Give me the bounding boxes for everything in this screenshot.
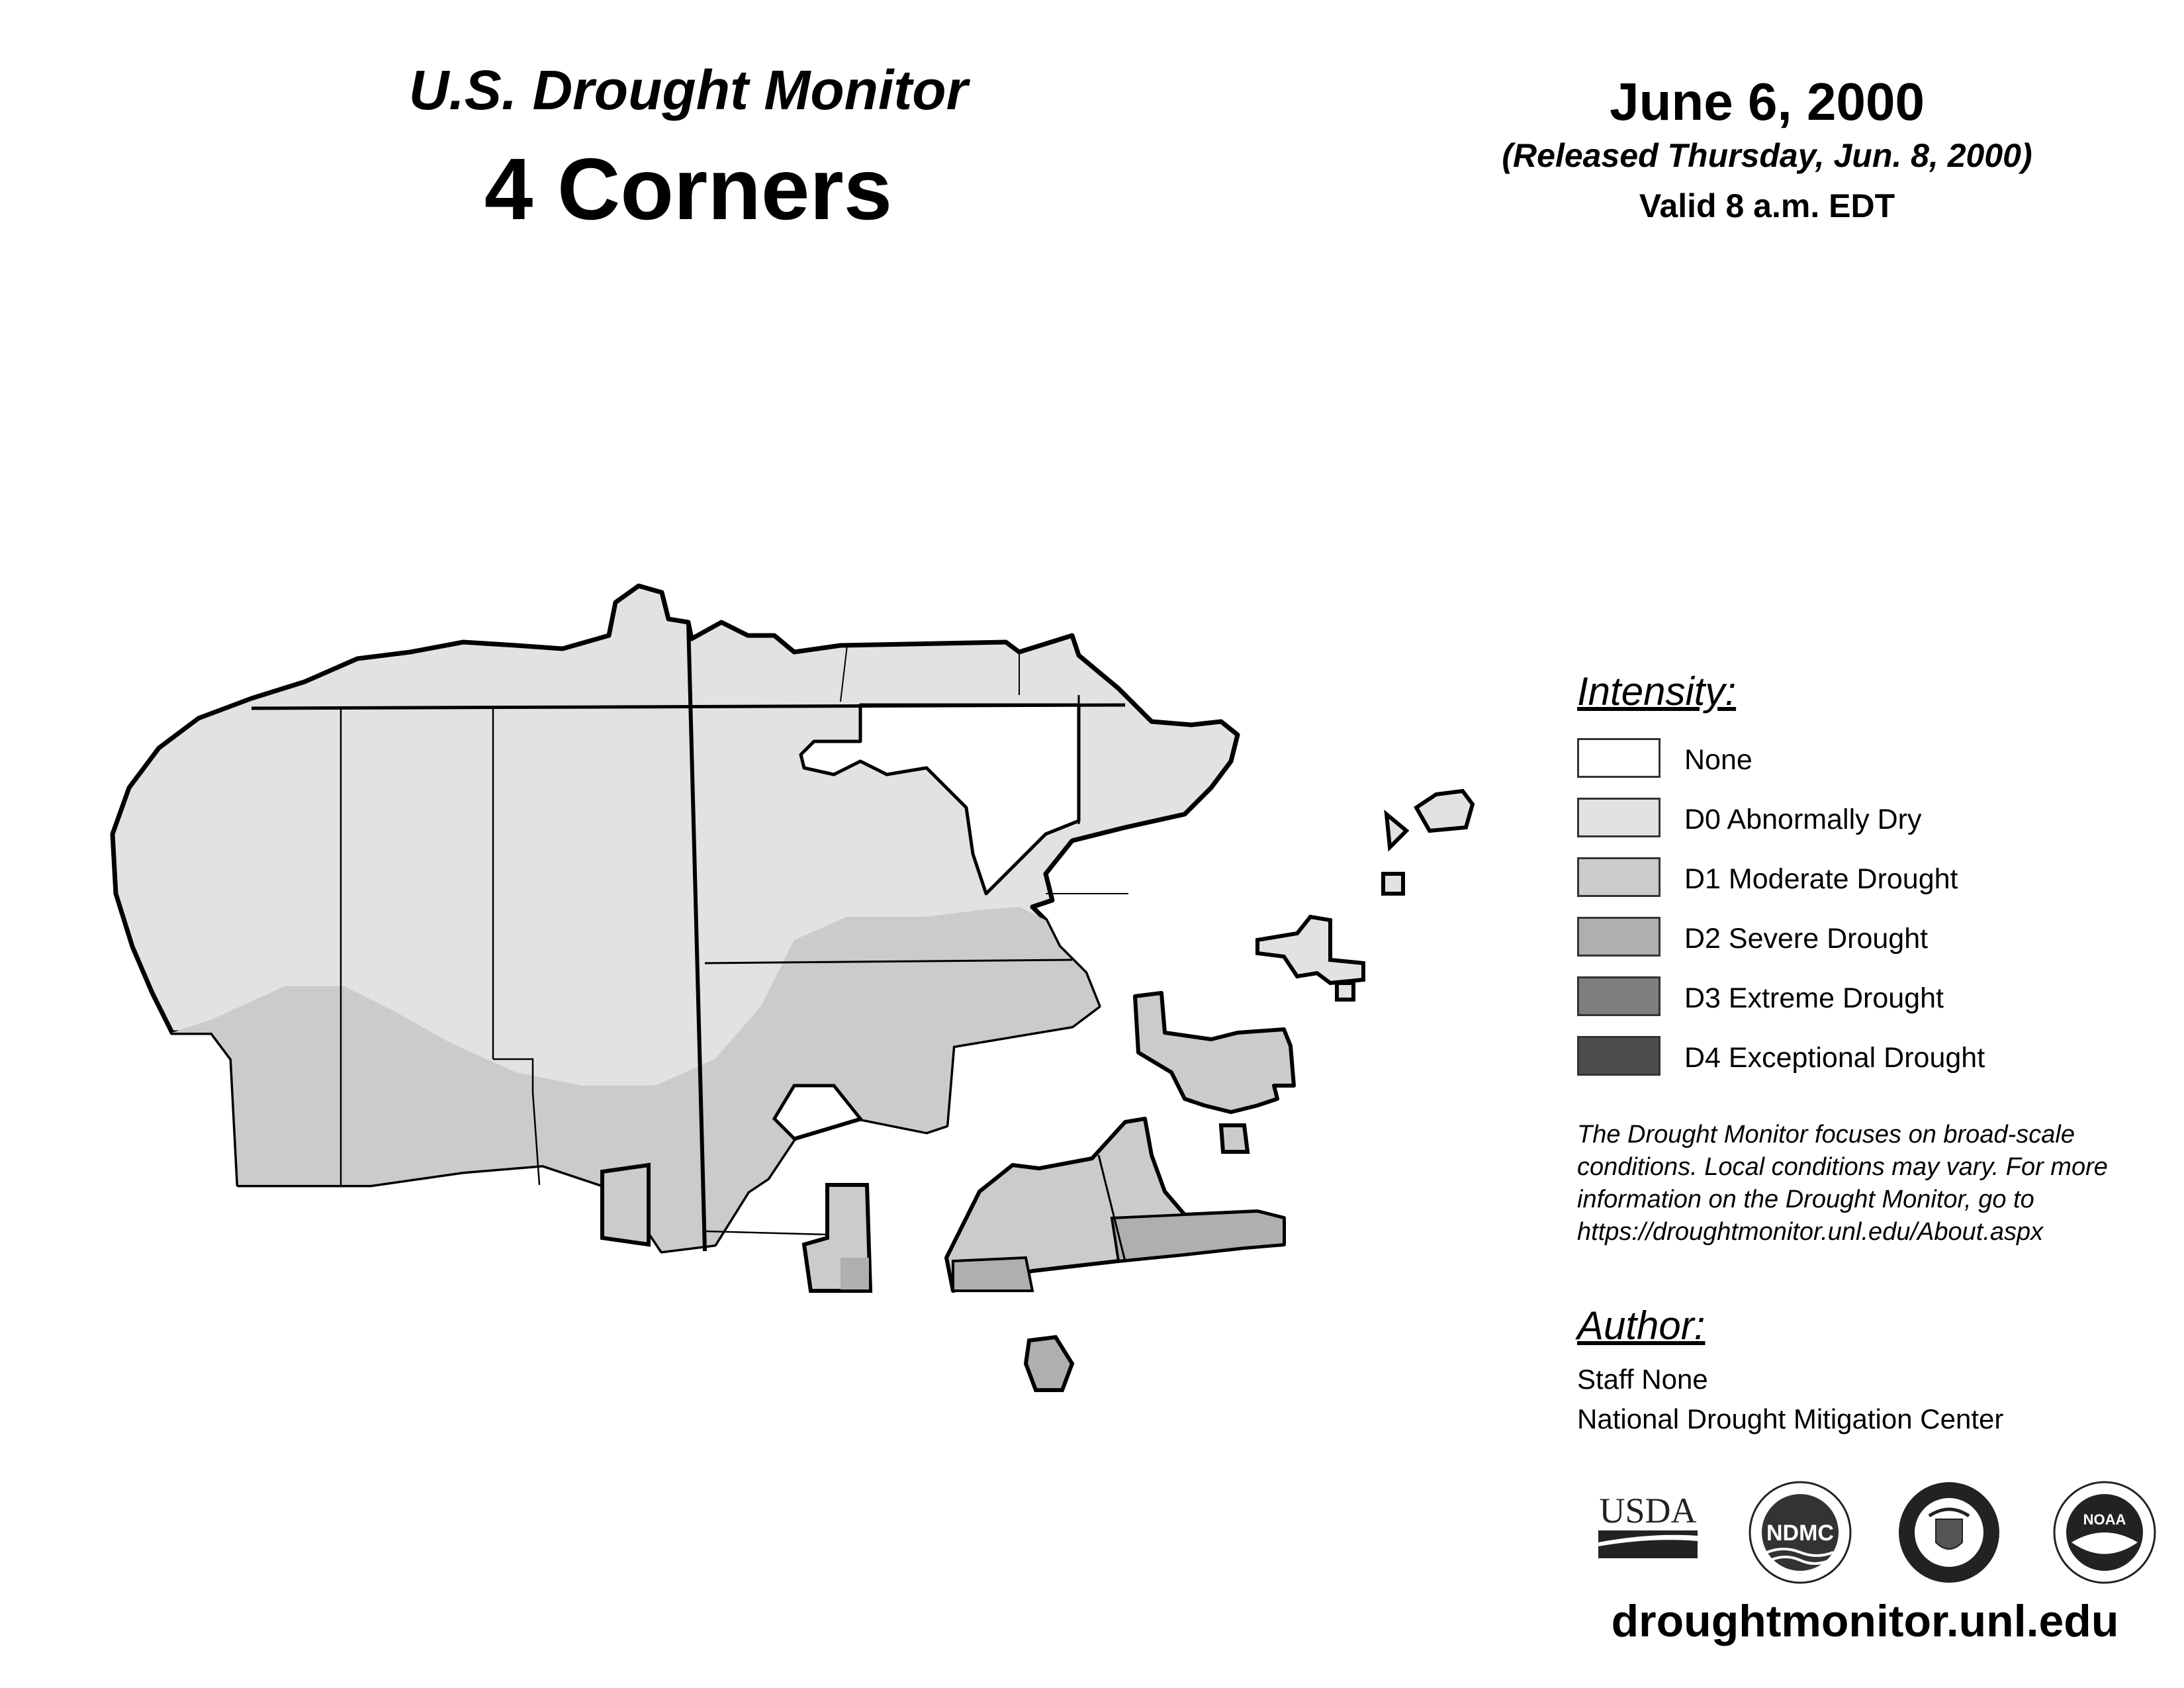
legend-swatch-d2 (1577, 917, 1661, 957)
noaa-logo (2052, 1479, 2158, 1585)
legend-swatch-d0 (1577, 798, 1661, 837)
region-title: 4 Corners (484, 140, 893, 238)
legend-label-d4: D4 Exceptional Drought (1684, 1042, 1985, 1074)
release-date: (Released Thursday, Jun. 8, 2000) (1502, 137, 2032, 174)
usda-logo-text: USDA (1599, 1491, 1697, 1530)
ndmc-logo-text: NDMC (1766, 1521, 1834, 1546)
region-d1-south-island (1026, 1337, 1072, 1390)
region-d1-southwest (602, 1165, 649, 1244)
valid-time: Valid 8 a.m. EDT (1639, 187, 1895, 224)
legend-swatch-d3 (1577, 976, 1661, 1016)
region-d2-southwest-tip (953, 1258, 1032, 1291)
region-d0-east-small (1337, 983, 1353, 1000)
region-d0-northeast-island (1416, 791, 1473, 831)
map-date: June 6, 2000 (1610, 72, 1925, 131)
region-d0-northeast-triangle (1387, 814, 1406, 847)
region-d2-southeast (1112, 1211, 1284, 1261)
region-d0-northeast-square (1383, 874, 1403, 894)
legend-swatch-d4 (1577, 1036, 1661, 1076)
legend-title: Intensity: (1577, 669, 1737, 714)
author-title: Author: (1577, 1303, 1706, 1348)
legend-label-d2: D2 Severe Drought (1684, 923, 1929, 955)
legend-swatch-none (1577, 738, 1661, 778)
usda-logo (1592, 1489, 1704, 1562)
author-org: National Drought Mitigation Center (1577, 1403, 2004, 1434)
author-name: Staff None (1577, 1364, 1708, 1395)
disclaimer-note: The Drought Monitor focuses on broad-scale conditions. Local conditions may vary. For more information on the Drought Monitor, go to https://droughtmonitor.unl.edu/About.aspx (1577, 1121, 2108, 1246)
region-d1-east (1135, 993, 1294, 1112)
commerce-seal-logo (1896, 1479, 2002, 1585)
footer-url[interactable]: droughtmonitor.unl.edu (1611, 1596, 2119, 1646)
noaa-logo-text: NOAA (2083, 1511, 2126, 1528)
region-d1-east-knob (1221, 1125, 1248, 1152)
legend-label-d3: D3 Extreme Drought (1684, 982, 1944, 1014)
region-d2-south-corner (841, 1258, 869, 1289)
legend-swatch-d1 (1577, 857, 1661, 897)
map-title: U.S. Drought Monitor (408, 59, 968, 121)
legend-label-d1: D1 Moderate Drought (1684, 863, 1958, 895)
legend-label-none: None (1684, 744, 1752, 776)
region-d0-east-cluster (1257, 917, 1363, 983)
ndmc-logo (1747, 1479, 1853, 1585)
legend-label-d0: D0 Abnormally Dry (1684, 804, 1922, 835)
